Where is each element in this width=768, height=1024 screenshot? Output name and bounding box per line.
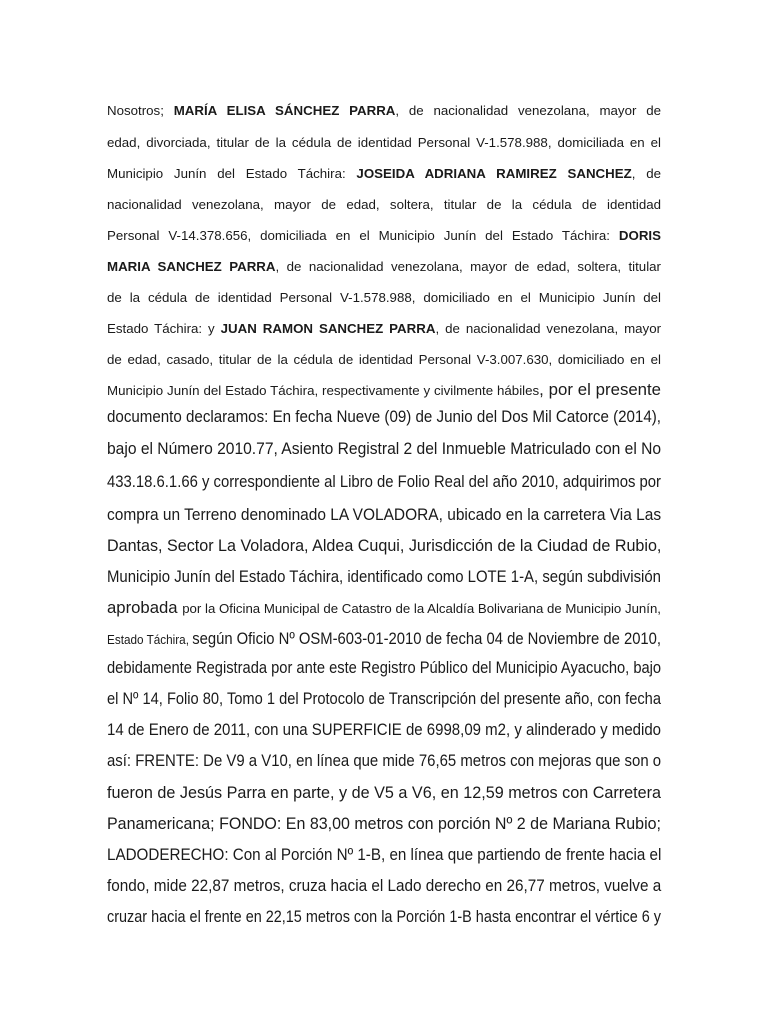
paragraph-line-27: cruzar hacia el frente en 22,15 metros con la Porción 1-B hasta encontrar el vértice 6 y [107, 907, 661, 926]
paragraph-line-21: 14 de Enero de 2011, con una SUPERFICIE de 6998,09 m2, y alinderado y medido [107, 720, 662, 739]
person-name-4: JUAN RAMON SANCHEZ PARRA [220, 321, 436, 336]
text-run: por la Oficina Municipal de Catastro de la Alcaldía Bolivariana de Municipio Junín, [182, 601, 661, 616]
paragraph-line-16: Municipio Junín del Estado Táchira, identificado como LOTE 1-A, según subdivisión [107, 567, 661, 586]
paragraph-line-23: fueron de Jesús Parra en parte, y de V5 a V6, en 12,59 metros con Carretera [107, 783, 662, 802]
paragraph-line-19: debidamente Registrada por ante este Registro Público del Municipio Ayacucho, bajo [107, 658, 662, 677]
paragraph-line-3 [107, 165, 661, 183]
text-run: , de nacionalidad venezolana, mayor [435, 321, 662, 336]
text-run: Municipio Junín del Estado Táchira, respectivamente y civilmente hábiles [107, 383, 540, 398]
person-name-3-start: DORIS [618, 228, 661, 243]
paragraph-line-5 [107, 227, 661, 245]
paragraph-line-4: nacionalidad venezolana, mayor de edad, soltera, titular de la cédula de identidad [107, 197, 661, 212]
paragraph-line-7: de la cédula de identidad Personal V-1.578.988, domiciliado en el Municipio Junín del [107, 290, 661, 305]
person-name-3-end: MARIA SANCHEZ PARRA [107, 259, 276, 274]
paragraph-line-20: el Nº 14, Folio 80, Tomo 1 del Protocolo de Transcripción del presente año, con fecha [107, 689, 661, 708]
paragraph-line-17 [107, 597, 661, 619]
text-run: según Oficio Nº OSM-603-01-2010 de fecha 04 de Noviembre de 2010, [192, 629, 662, 648]
text-run: Estado Táchira, [107, 632, 193, 647]
paragraph-line-11: documento declaramos: En fecha Nueve (09) de Junio del Dos Mil Catorce (2014), [107, 407, 661, 426]
paragraph-line-6 [107, 258, 661, 276]
paragraph-line-9: de edad, casado, titular de la cédula de identidad Personal V-3.007.630, domiciliado en el [107, 352, 661, 367]
paragraph-line-8 [107, 320, 661, 338]
paragraph-line-25: LADODERECHO: Con al Porción Nº 1-B, en línea que partiendo de frente hacia el [107, 845, 662, 864]
text-run: , por el presente [539, 380, 661, 399]
paragraph-line-1 [107, 102, 661, 120]
text-run: Nosotros; [107, 103, 174, 118]
text-run: , de [631, 166, 661, 181]
text-run: Estado Táchira: y [107, 321, 221, 336]
paragraph-line-22: así: FRENTE: De V9 a V10, en línea que mide 76,65 metros con mejoras que son o [107, 751, 662, 770]
text-run: Personal V-14.378.656, domiciliada en el Municipio Junín del Estado Táchira: [107, 228, 619, 243]
paragraph-line-10 [107, 379, 661, 401]
paragraph-line-14: compra un Terreno denominado LA VOLADORA, ubicado en la carretera Via Las [107, 505, 662, 524]
text-run: Municipio Junín del Estado Táchira: [107, 166, 357, 181]
paragraph-line-18 [107, 628, 661, 650]
text-run: , de nacionalidad venezolana, mayor de edad, soltera, titular [275, 259, 661, 274]
person-name-2: JOSEIDA ADRIANA RAMIREZ SANCHEZ [356, 166, 632, 181]
text-run: , de nacionalidad venezolana, mayor de [395, 103, 661, 118]
text-run: aprobada [107, 598, 183, 617]
paragraph-line-26: fondo, mide 22,87 metros, cruza hacia el Lado derecho en 26,77 metros, vuelve a [107, 876, 662, 895]
paragraph-line-12: bajo el Número 2010.77, Asiento Registral 2 del Inmueble Matriculado con el No [107, 439, 662, 458]
paragraph-line-15: Dantas, Sector La Voladora, Aldea Cuqui, Jurisdicción de la Ciudad de Rubio, [107, 536, 662, 555]
paragraph-line-2: edad, divorciada, titular de la cédula de identidad Personal V-1.578.988, domiciliada en el [107, 135, 661, 150]
paragraph-line-13: 433.18.6.1.66 y correspondiente al Libro de Folio Real del año 2010, adquirimos por [107, 472, 662, 491]
person-name-1: MARÍA ELISA SÁNCHEZ PARRA [173, 103, 396, 118]
paragraph-line-24: Panamericana; FONDO: En 83,00 metros con porción Nº 2 de Mariana Rubio; [107, 814, 661, 833]
